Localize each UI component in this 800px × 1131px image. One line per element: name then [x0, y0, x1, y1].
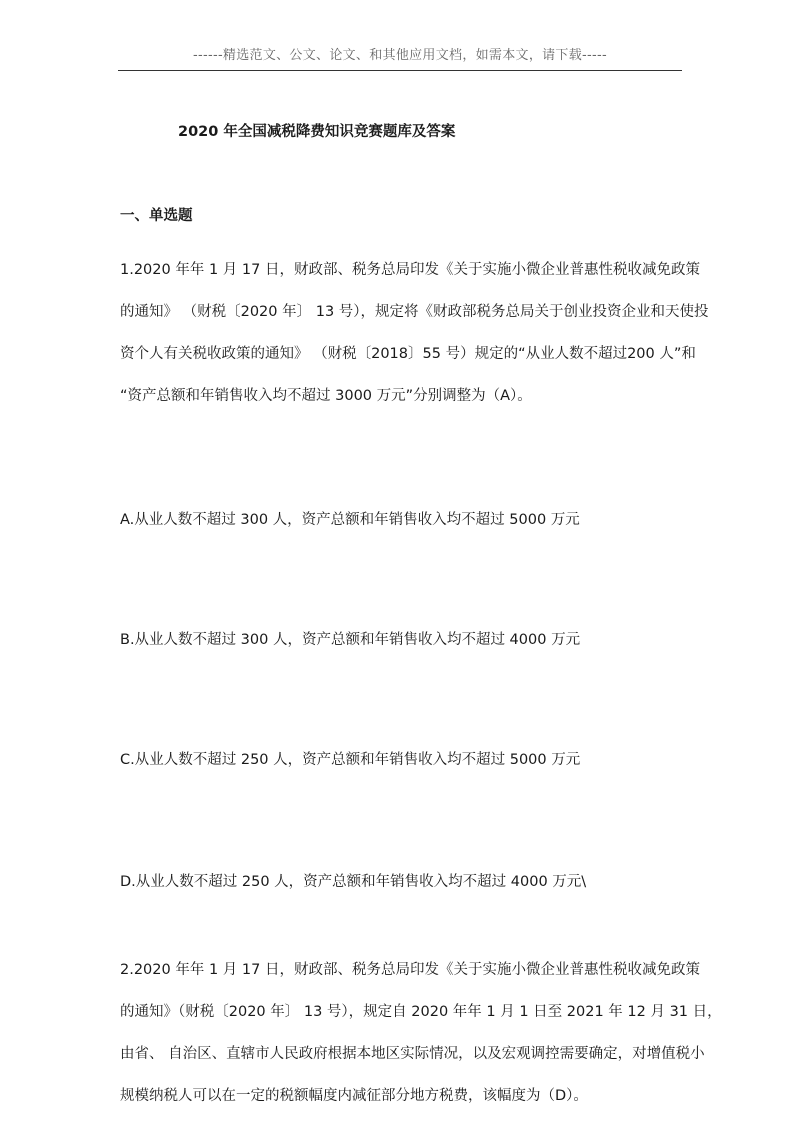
document-title: 2020 年全国减税降费知识竞赛题库及答案	[178, 124, 456, 140]
question-2-line: 由省、 自治区、直辖市人民政府根据本地区实际情况，以及宏观调控需要确定，对增值税小	[120, 1046, 705, 1062]
page-header-text: ------精选范文、公文、论文、和其他应用文档，如需本文，请下载-----	[192, 48, 607, 63]
section-heading: 一、单选题	[120, 208, 193, 224]
question-2-line: 规模纳税人可以在一定的税额幅度内减征部分地方税费，该幅度为（D）。	[120, 1088, 588, 1104]
question-2-line: 2.2020 年年 1 月 17 日，财政部、税务总局印发《关于实施小微企业普惠性税收减免政策	[120, 962, 700, 978]
question-1-line: 1.2020 年年 1 月 17 日，财政部、税务总局印发《关于实施小微企业普惠性税收减免政策	[120, 262, 700, 278]
question-1-option-a: A.从业人数不超过 300 人，资产总额和年销售收入均不超过 5000 万元	[120, 512, 580, 528]
question-1-option-d: D.从业人数不超过 250 人，资产总额和年销售收入均不超过 4000 万元\	[120, 874, 587, 890]
question-1-option-b: B.从业人数不超过 300 人，资产总额和年销售收入均不超过 4000 万元	[120, 632, 581, 648]
question-2-line: 的通知》（财税〔2020 年〕 13 号），规定自 2020 年年 1 月 1 日至 2021 年 12 月 31 日，	[120, 1004, 722, 1020]
question-1-line: 资个人有关税收政策的通知》 （财税〔2018〕55 号）规定的“从业人数不超过200 人”和	[120, 346, 696, 362]
question-1-option-c: C.从业人数不超过 250 人，资产总额和年销售收入均不超过 5000 万元	[120, 752, 581, 768]
question-1-line: 的通知》 （财税〔2020 年〕 13 号），规定将《财政部税务总局关于创业投资企业和天使投	[120, 304, 709, 320]
question-1-line: “资产总额和年销售收入均不超过 3000 万元”分别调整为（A）。	[120, 388, 532, 404]
header-divider	[118, 70, 682, 71]
